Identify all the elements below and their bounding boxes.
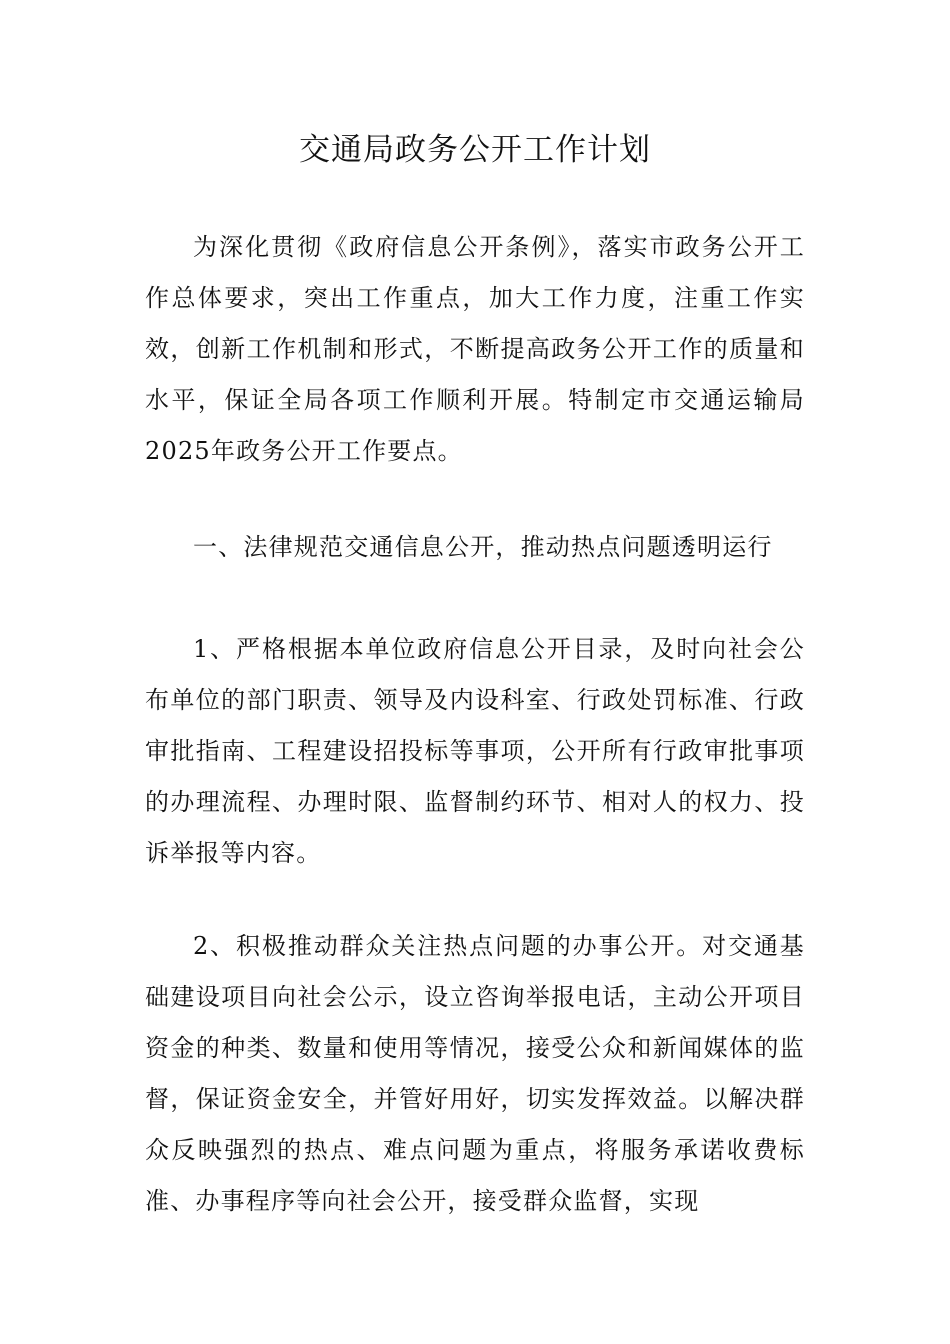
item-paragraph-1: 1、严格根据本单位政府信息公开目录，及时向社会公布单位的部门职责、领导及内设科室、行政处罚标准、行政审批指南、工程建设招投标等事项，公开所有行政审批事项的办理流程、办理时限、监督制约环节、相对人的权力、投诉举报等内容。 <box>145 635 805 867</box>
document-title: 交通局政务公开工作计划 <box>299 132 651 168</box>
item-paragraph-2: 2、积极推动群众关注热点问题的办事公开。对交通基础建设项目向社会公示，设立咨询举报电话，主动公开项目资金的种类、数量和使用等情况，接受公众和新闻媒体的监督，保证资金安全，并管好用好，切实发挥效益。以解决群众反映强烈的热点、难点问题为重点，将服务承诺收费标准、办事程序等向社会公开，接受群众监督，实现 <box>145 932 805 1215</box>
section-heading: 一、法律规范交通信息公开，推动热点问题透明运行 <box>193 533 773 561</box>
intro-paragraph: 为深化贯彻《政府信息公开条例》，落实市政务公开工作总体要求，突出工作重点，加大工作力度，注重工作实效，创新工作机制和形式，不断提高政务公开工作的质量和水平，保证全局各项工作顺利开展。特制定市交通运输局2025年政务公开工作要点。 <box>145 233 805 465</box>
